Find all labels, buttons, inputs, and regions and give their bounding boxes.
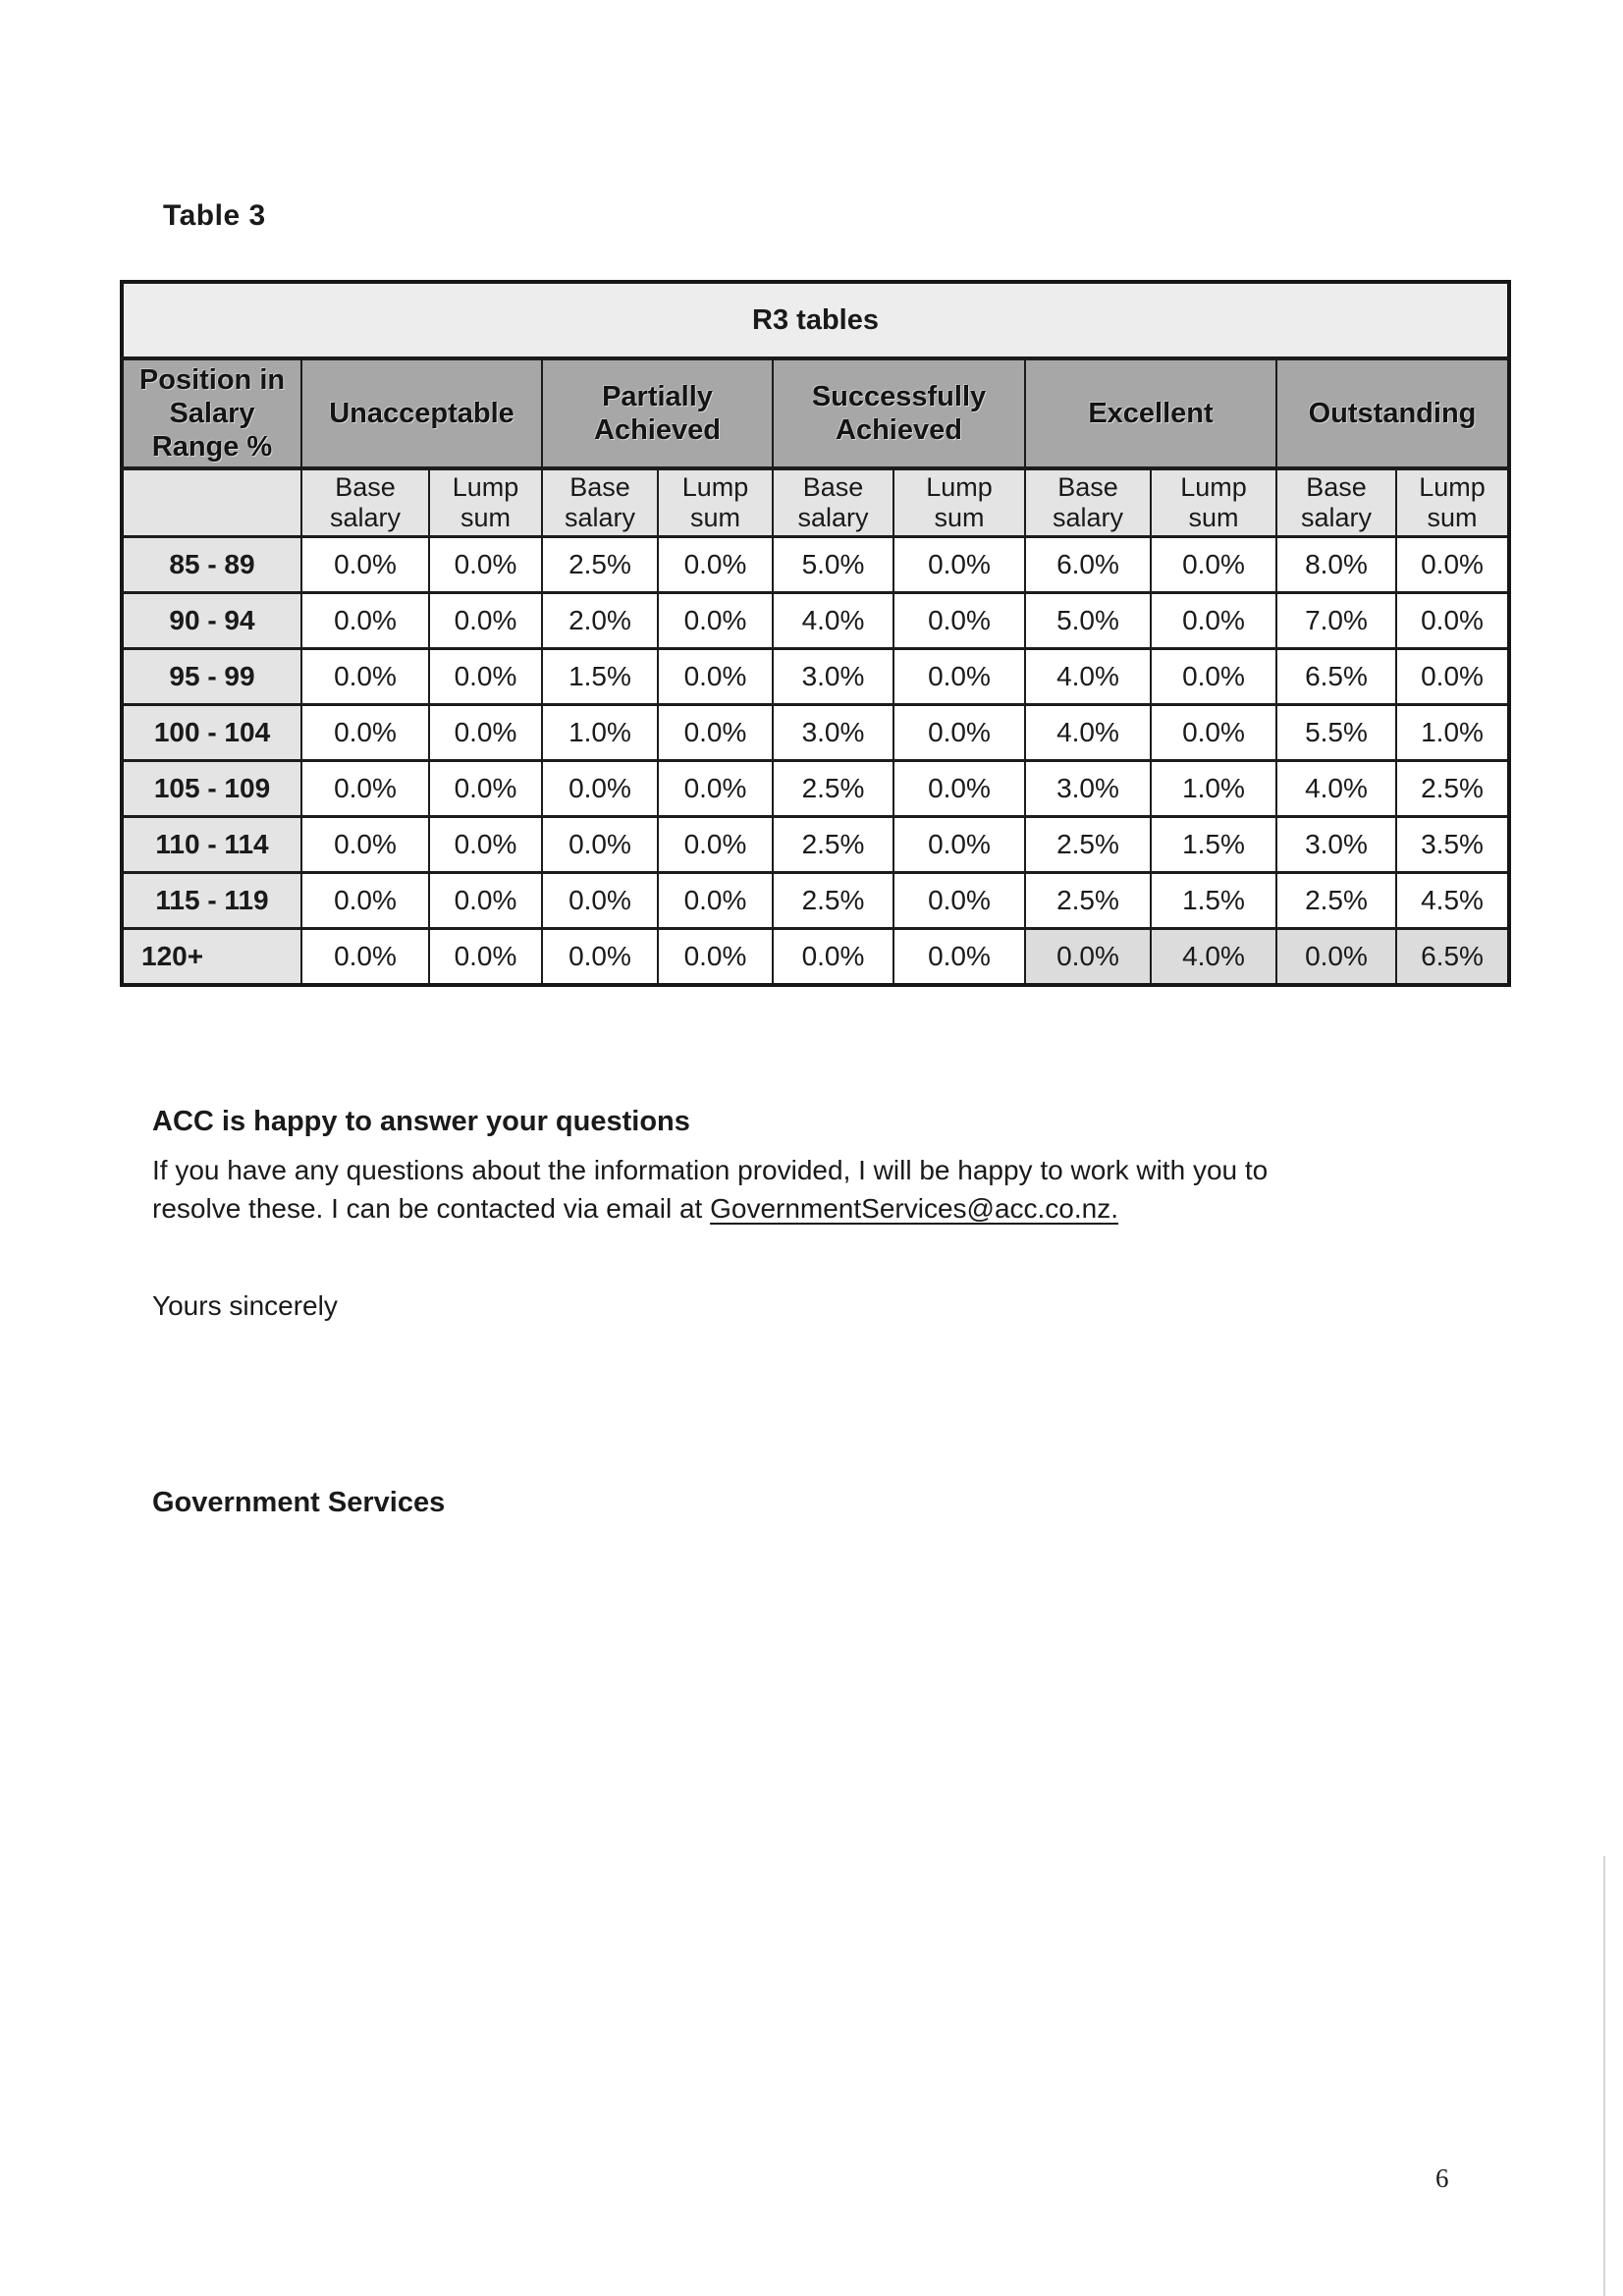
table-cell: 0.0% [301, 817, 429, 873]
salary-table-container [120, 280, 1511, 987]
signature-text: Government Services [152, 1487, 446, 1518]
table-cell: 2.5% [1025, 817, 1151, 873]
table-cell: 1.0% [1396, 705, 1509, 761]
table-cell: 0.0% [301, 593, 429, 649]
table-row [122, 761, 1509, 817]
sub-header-base-salary: Base salary [1025, 468, 1151, 537]
table-cell: 0.0% [658, 817, 773, 873]
table-cell: 0.0% [429, 537, 542, 593]
group-header-unacceptable: Unacceptable [301, 358, 542, 468]
table-cell: 0.0% [1151, 593, 1276, 649]
sub-header-row [122, 468, 1509, 537]
table-cell: 0.0% [301, 705, 429, 761]
table-cell: 0.0% [658, 593, 773, 649]
paragraph-line-2-text: resolve these. I can be contacted via email at [152, 1193, 711, 1224]
table-cell: 0.0% [893, 929, 1025, 985]
table-cell: 0.0% [658, 537, 773, 593]
table-row [122, 929, 1509, 985]
table-cell: 3.0% [773, 649, 893, 705]
table-title-row [122, 282, 1509, 358]
table-cell: 0.0% [1151, 649, 1276, 705]
group-header-partially-achieved: Partially Achieved [542, 358, 773, 468]
table-cell: 0.0% [542, 761, 658, 817]
group-header-successfully-achieved: Successfully Achieved [773, 358, 1025, 468]
table-title: R3 tables [122, 282, 1509, 358]
table-cell: 0.0% [301, 873, 429, 929]
table-cell: 8.0% [1276, 537, 1396, 593]
sub-header-lump-sum: Lump sum [429, 468, 542, 537]
table-cell: 1.0% [1151, 761, 1276, 817]
table-cell: 2.0% [542, 593, 658, 649]
table-row [122, 705, 1509, 761]
table-cell: 2.5% [1396, 761, 1509, 817]
table-cell: 3.0% [773, 705, 893, 761]
sub-header-base-salary: Base salary [301, 468, 429, 537]
sub-header-lump-sum: Lump sum [893, 468, 1025, 537]
table-cell: 0.0% [658, 649, 773, 705]
table-cell: 0.0% [429, 705, 542, 761]
table-cell: 4.0% [1151, 929, 1276, 985]
table-cell: 5.0% [773, 537, 893, 593]
row-header: 95 - 99 [122, 649, 301, 705]
table-cell: 0.0% [429, 649, 542, 705]
table-cell: 3.0% [1276, 817, 1396, 873]
table-cell: 4.0% [1276, 761, 1396, 817]
body-paragraph [152, 1151, 1448, 1228]
table-cell: 0.0% [893, 593, 1025, 649]
table-cell: 4.0% [1025, 649, 1151, 705]
table-cell: 2.5% [1276, 873, 1396, 929]
sub-header-base-salary: Base salary [773, 468, 893, 537]
table-cell: 3.5% [1396, 817, 1509, 873]
table-cell: 0.0% [429, 817, 542, 873]
table-cell: 0.0% [542, 817, 658, 873]
table-cell: 0.0% [658, 873, 773, 929]
table-cell: 0.0% [1276, 929, 1396, 985]
table-cell: 1.5% [542, 649, 658, 705]
table-cell: 0.0% [429, 873, 542, 929]
table-cell: 0.0% [1151, 705, 1276, 761]
table-cell: 0.0% [658, 929, 773, 985]
sub-header-lump-sum: Lump sum [1151, 468, 1276, 537]
table-cell: 2.5% [773, 817, 893, 873]
section-heading: ACC is happy to answer your questions [152, 1106, 690, 1137]
table-cell: 7.0% [1276, 593, 1396, 649]
table-cell: 4.0% [773, 593, 893, 649]
email-link[interactable]: GovernmentServices@acc.co.nz. [710, 1193, 1119, 1224]
table-cell: 1.5% [1151, 873, 1276, 929]
table-cell: 6.5% [1396, 929, 1509, 985]
table-cell: 0.0% [429, 593, 542, 649]
table-cell: 0.0% [893, 817, 1025, 873]
group-header-excellent: Excellent [1025, 358, 1276, 468]
scan-artifact-line [1603, 1856, 1605, 2296]
row-header: 85 - 89 [122, 537, 301, 593]
row-header: 100 - 104 [122, 705, 301, 761]
table-cell: 0.0% [1396, 537, 1509, 593]
table-cell: 0.0% [301, 537, 429, 593]
table-cell: 6.0% [1025, 537, 1151, 593]
table-cell: 2.5% [773, 761, 893, 817]
paragraph-line-1: If you have any questions about the information provided, I will be happy to work with you to [152, 1155, 1269, 1185]
row-header: 105 - 109 [122, 761, 301, 817]
corner-header: Position in Salary Range % [122, 358, 301, 468]
group-header-row [122, 358, 1509, 468]
table-cell: 0.0% [301, 929, 429, 985]
sub-header-lump-sum: Lump sum [658, 468, 773, 537]
table-cell: 1.5% [1151, 817, 1276, 873]
r3-table [120, 280, 1511, 987]
row-header: 110 - 114 [122, 817, 301, 873]
table-cell: 3.0% [1025, 761, 1151, 817]
table-cell: 0.0% [429, 761, 542, 817]
table-cell: 0.0% [1151, 537, 1276, 593]
table-cell: 0.0% [542, 873, 658, 929]
table-cell: 2.5% [542, 537, 658, 593]
table-cell: 0.0% [893, 705, 1025, 761]
table-cell: 0.0% [893, 873, 1025, 929]
table-cell: 0.0% [301, 761, 429, 817]
table-cell: 0.0% [1025, 929, 1151, 985]
table-cell: 2.5% [1025, 873, 1151, 929]
table-cell: 1.0% [542, 705, 658, 761]
table-cell: 0.0% [1396, 649, 1509, 705]
table-cell: 0.0% [658, 761, 773, 817]
table-cell: 0.0% [301, 649, 429, 705]
page-number: 6 [1435, 2163, 1449, 2193]
sub-header-blank [122, 468, 301, 537]
table-cell: 0.0% [773, 929, 893, 985]
table-row [122, 817, 1509, 873]
table-cell: 0.0% [658, 705, 773, 761]
table-row [122, 649, 1509, 705]
table-cell: 0.0% [893, 537, 1025, 593]
table-cell: 0.0% [542, 929, 658, 985]
table-cell: 4.5% [1396, 873, 1509, 929]
table-row [122, 873, 1509, 929]
table-cell: 0.0% [429, 929, 542, 985]
row-header: 115 - 119 [122, 873, 301, 929]
sub-header-lump-sum: Lump sum [1396, 468, 1509, 537]
table-row [122, 593, 1509, 649]
row-header: 90 - 94 [122, 593, 301, 649]
table-cell: 5.5% [1276, 705, 1396, 761]
table-cell: 4.0% [1025, 705, 1151, 761]
table-cell: 5.0% [1025, 593, 1151, 649]
table-cell: 0.0% [893, 649, 1025, 705]
table-caption: Table 3 [163, 199, 266, 232]
sub-header-base-salary: Base salary [1276, 468, 1396, 537]
table-row [122, 537, 1509, 593]
paragraph-line-2 [152, 1189, 1448, 1228]
sub-header-base-salary: Base salary [542, 468, 658, 537]
table-cell: 2.5% [773, 873, 893, 929]
group-header-outstanding: Outstanding [1276, 358, 1509, 468]
table-cell: 6.5% [1276, 649, 1396, 705]
table-cell: 0.0% [1396, 593, 1509, 649]
row-header: 120+ [122, 929, 301, 985]
table-cell: 0.0% [893, 761, 1025, 817]
closing-text: Yours sincerely [152, 1290, 338, 1321]
